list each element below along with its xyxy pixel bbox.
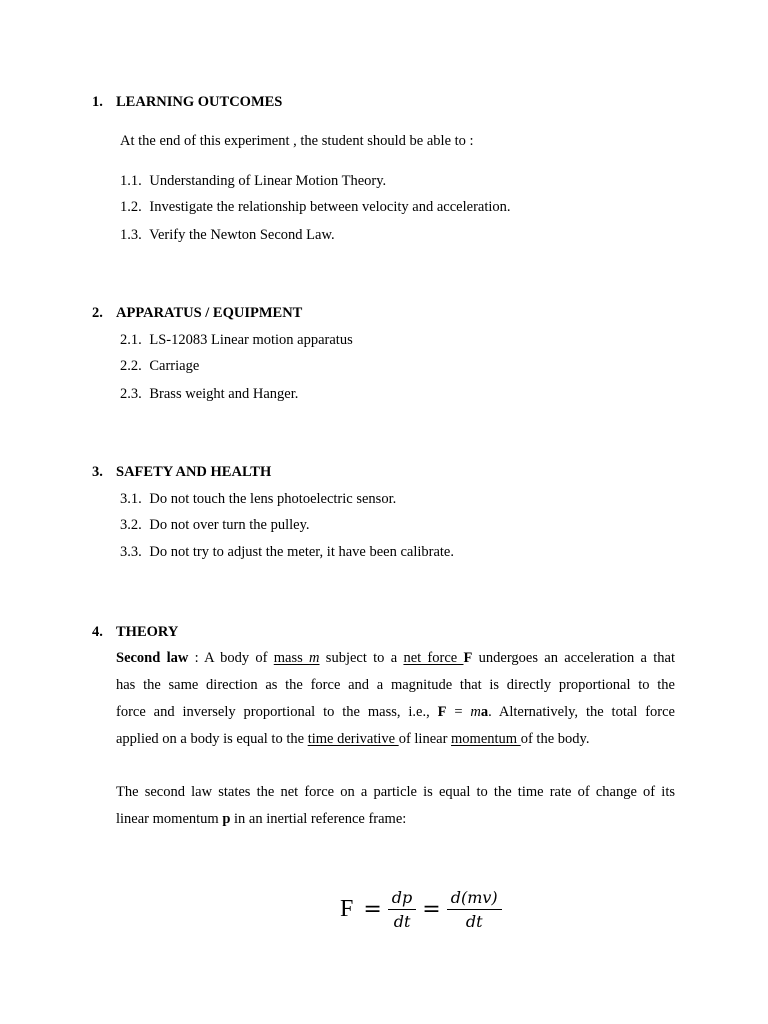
item-text: Understanding of Linear Motion Theory. <box>149 173 387 189</box>
item-number: 1.2. <box>120 199 142 215</box>
denominator: dt <box>393 912 411 931</box>
list-item <box>120 227 335 244</box>
text-run: : A body of <box>188 650 274 666</box>
newton-second-law-equation <box>340 888 502 931</box>
item-text: Investigate the relationship between velocity and acceleration. <box>149 199 511 215</box>
list-item <box>120 332 353 349</box>
item-number: 3.2. <box>120 517 142 533</box>
denominator: dt <box>465 912 483 931</box>
item-text: LS-12083 Linear motion apparatus <box>149 332 353 348</box>
text-run: subject to a <box>319 650 404 666</box>
item-text: Do not try to adjust the meter, it have been calibrate. <box>149 544 454 560</box>
var-f: F <box>463 650 473 666</box>
section-title: APPARATUS / EQUIPMENT <box>116 305 303 321</box>
list-item <box>120 544 454 561</box>
item-text: Verify the Newton Second Law. <box>149 227 335 243</box>
item-number: 1.3. <box>120 227 142 243</box>
section-intro: At the end of this experiment , the student should be able to : <box>120 133 474 149</box>
section-number: 1. <box>92 94 103 110</box>
section-heading-theory <box>92 624 178 641</box>
section-number: 2. <box>92 305 103 321</box>
section-title: SAFETY AND HEALTH <box>116 464 272 480</box>
section-heading-safety <box>92 464 271 481</box>
item-number: 3.1. <box>120 491 142 507</box>
item-text: Carriage <box>149 358 200 374</box>
item-number: 1.1. <box>120 173 142 189</box>
link-mass[interactable]: mass m <box>273 650 320 666</box>
section-heading-learning-outcomes <box>92 94 282 111</box>
link-time-derivative[interactable]: time derivative <box>307 731 399 747</box>
term-second-law: Second law <box>116 650 189 666</box>
fraction-dmv-dt <box>447 888 502 931</box>
theory-paragraph-second-law <box>116 645 675 753</box>
item-number: 2.1. <box>120 332 142 348</box>
item-text: Do not over turn the pulley. <box>149 517 310 533</box>
paragraph-line: applied on a body is equal to the time derivative of linear momentum of the body. <box>116 731 590 747</box>
item-text: Brass weight and Hanger. <box>149 386 299 402</box>
list-item <box>120 491 396 508</box>
equation-lhs: F <box>340 896 354 922</box>
link-net-force[interactable]: net force <box>403 650 464 666</box>
var-p: p <box>222 811 231 827</box>
equals-sign: = <box>363 897 382 922</box>
text-run: undergoes an acceleration a that <box>472 650 675 666</box>
paragraph-line: linear momentum p in an inertial reference frame: <box>116 811 407 827</box>
paragraph-line: force and inversely proportional to the mass, i.e., F = ma. Alternatively, the total force <box>116 704 675 720</box>
item-number: 2.3. <box>120 386 142 402</box>
item-number: 3.3. <box>120 544 142 560</box>
paragraph-line <box>116 645 675 672</box>
theory-paragraph-momentum <box>116 779 675 833</box>
item-number: 2.2. <box>120 358 142 374</box>
item-text: Do not touch the lens photoelectric sensor. <box>149 491 397 507</box>
paragraph-line: The second law states the net force on a particle is equal to the time rate of change of its <box>116 784 675 800</box>
section-title: THEORY <box>116 624 179 640</box>
section-heading-apparatus <box>92 305 302 322</box>
section-title: LEARNING OUTCOMES <box>116 94 283 110</box>
list-item <box>120 199 511 216</box>
section-number: 3. <box>92 464 103 480</box>
fraction-dp-dt <box>388 888 416 931</box>
link-momentum[interactable]: momentum <box>451 731 521 747</box>
list-item <box>120 517 310 534</box>
section-number: 4. <box>92 624 103 640</box>
list-item <box>120 386 298 403</box>
list-item <box>120 358 199 375</box>
paragraph-line: has the same direction as the force and a magnitude that is directly proportional to the <box>116 677 675 693</box>
equals-sign: = <box>422 897 441 922</box>
list-item <box>120 173 386 190</box>
numerator: dp <box>388 888 416 910</box>
numerator: d(mv) <box>447 888 502 910</box>
